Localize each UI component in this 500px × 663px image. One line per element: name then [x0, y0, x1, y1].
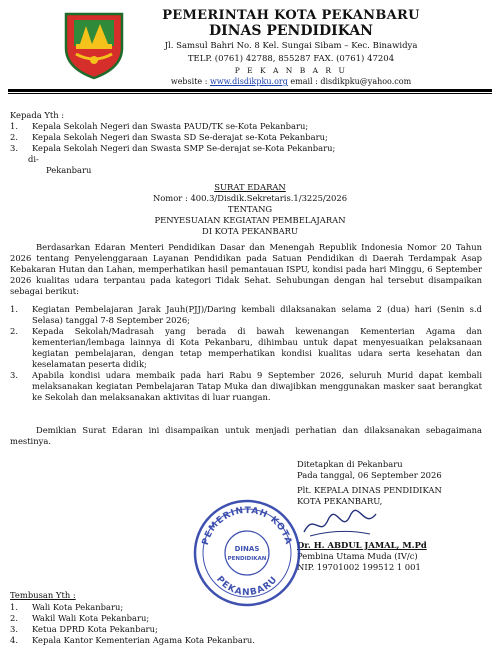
stamp-center-1: DINAS [234, 545, 260, 553]
web-line [126, 76, 456, 87]
list-item: 4. Kepala Kantor Kementerian Agama Kota Pekanbaru. [10, 635, 255, 645]
sign-position-1: Plt. KEPALA DINAS PENDIDIKAN [297, 485, 442, 495]
addressee-di: di- [28, 154, 39, 164]
agency-name: DINAS PENDIDIKAN [209, 23, 373, 39]
list-item: 1. Kegiatan Pembelajaran Jarak Jauh(PJJ)/Daring kembali dilaksanakan selama 2 (dua) hari (Senin s.d Selasa) tanggal 7-8 September 2026; [10, 304, 482, 325]
agency-address: Jl. Samsul Bahri No. 8 Kel. Sungai Sibam – Kec. Binawidya [164, 41, 418, 51]
letter-number: Nomor : 400.3/Disdik.Sekretaris.1/3225/2026 [152, 193, 348, 203]
header-rule-thin [8, 93, 492, 94]
stamp-center-2: PENDIDIKAN [227, 556, 267, 562]
list-item: 3. Kepala Sekolah Negeri dan Swasta SMP Se-derajat se-Kota Pekanbaru; [10, 143, 336, 153]
header-rule-thick [8, 89, 492, 92]
body-closing: Demikian Surat Edaran ini disampaikan untuk menjadi perhatian dan dilaksanakan sebagaimana mestinya. [10, 425, 482, 446]
cc-list [10, 602, 480, 646]
city-emblem-logo [62, 10, 126, 80]
letter-heading: SURAT EDARAN [214, 182, 286, 192]
letter-subject-2: DI KOTA PEKANBARU [201, 226, 299, 236]
list-item: 2. Kepada Sekolah/Madrasah yang berada di bawah kewenangan Kementerian Agama dan kementerian/lembaga lainnya di Kota Pekanbaru, dihimbau untuk dapat menyesuaikan pelaksanaan kegiatan pembelajaran, dengan tetap memperhatikan kondisi kualitas udara serta kesehatan dan keselamatan peserta didik; [10, 326, 482, 369]
list-item: 2. Kepala Sekolah Negeri dan Swasta SD Se-derajat se-Kota Pekanbaru; [10, 132, 328, 142]
body-intro: Berdasarkan Edaran Menteri Pendidikan Dasar dan Menengah Republik Indonesia Nomor 20 Tahun 2026 tentang Penyelenggaraan Layanan Pendidikan pada Satuan Pendidikan di Daerah Terdampak Asap Kebakaran Hutan dan Lahan, memperhatikan hasil pemantauan ISPU, kondisi pada hari Minggu, 6 September 2026 kualitas udara terpantau pada kategori Tidak Sehat. Sehubungan dengan hal tersebut disampaikan sebagai berikut: [10, 242, 482, 296]
letterhead [126, 8, 456, 87]
sign-date: Pada tanggal, 06 September 2026 [297, 470, 442, 480]
letter-tentang: TENTANG [227, 204, 273, 214]
handwritten-signature [300, 508, 380, 540]
email-text: email : disdikpku@yahoo.com [287, 77, 412, 86]
city-name: P E K A N B A R U [234, 66, 348, 75]
signer-rank: Pembina Utama Muda (IV/c) [297, 551, 418, 561]
svg-text:PEKANBARU [214, 575, 280, 598]
website-link[interactable]: www.disdikpku.org [209, 77, 288, 86]
letter-subject-1: PENYESUAIAN KEGIATAN PEMBELAJARAN [154, 215, 346, 225]
list-item: 3. Apabila kondisi udara membaik pada hari Rabu 9 September 2026, seluruh Murid dapat kembali melaksanakan kegiatan Pembelajaran Tatap Muka dan diwajibkan menggunakan masker saat berangkat ke Sekolah dan melaksanakan aktivitas di luar ruangan. [10, 370, 482, 402]
list-item: 1. Kepala Sekolah Negeri dan Swasta PAUD/TK se-Kota Pekanbaru; [10, 121, 309, 131]
cc-header: Tembusan Yth : [10, 590, 76, 600]
addressee-place: Pekanbaru [46, 165, 92, 175]
website-label: website : [170, 77, 210, 86]
sign-place: Ditetapkan di Pekanbaru [297, 459, 403, 469]
stamp-bottom-text: PEKANBARU [214, 574, 280, 599]
agency-contact: TELP. (0761) 42788, 855287 FAX. (0761) 47204 [187, 54, 395, 64]
signer-nip: NIP. 19701002 199512 1 001 [297, 562, 421, 572]
addressee-list [10, 121, 480, 154]
signer-name: Dr. H. ABDUL JAMAL, M.Pd [297, 540, 427, 550]
stamp-top-text: PEMERINTAH KOTA [200, 505, 294, 547]
points-list [10, 304, 482, 403]
sign-position-2: KOTA PEKANBARU, [297, 496, 383, 506]
addressee-header: Kepada Yth : [10, 110, 65, 120]
list-item: 1. Wali Kota Pekanbaru; [10, 602, 124, 612]
official-stamp [192, 498, 302, 608]
government-name: PEMERINTAH KOTA PEKANBARU [162, 8, 420, 23]
list-item: 2. Wakil Wali Kota Pekanbaru; [10, 613, 150, 623]
list-item: 3. Ketua DPRD Kota Pekanbaru; [10, 624, 158, 634]
